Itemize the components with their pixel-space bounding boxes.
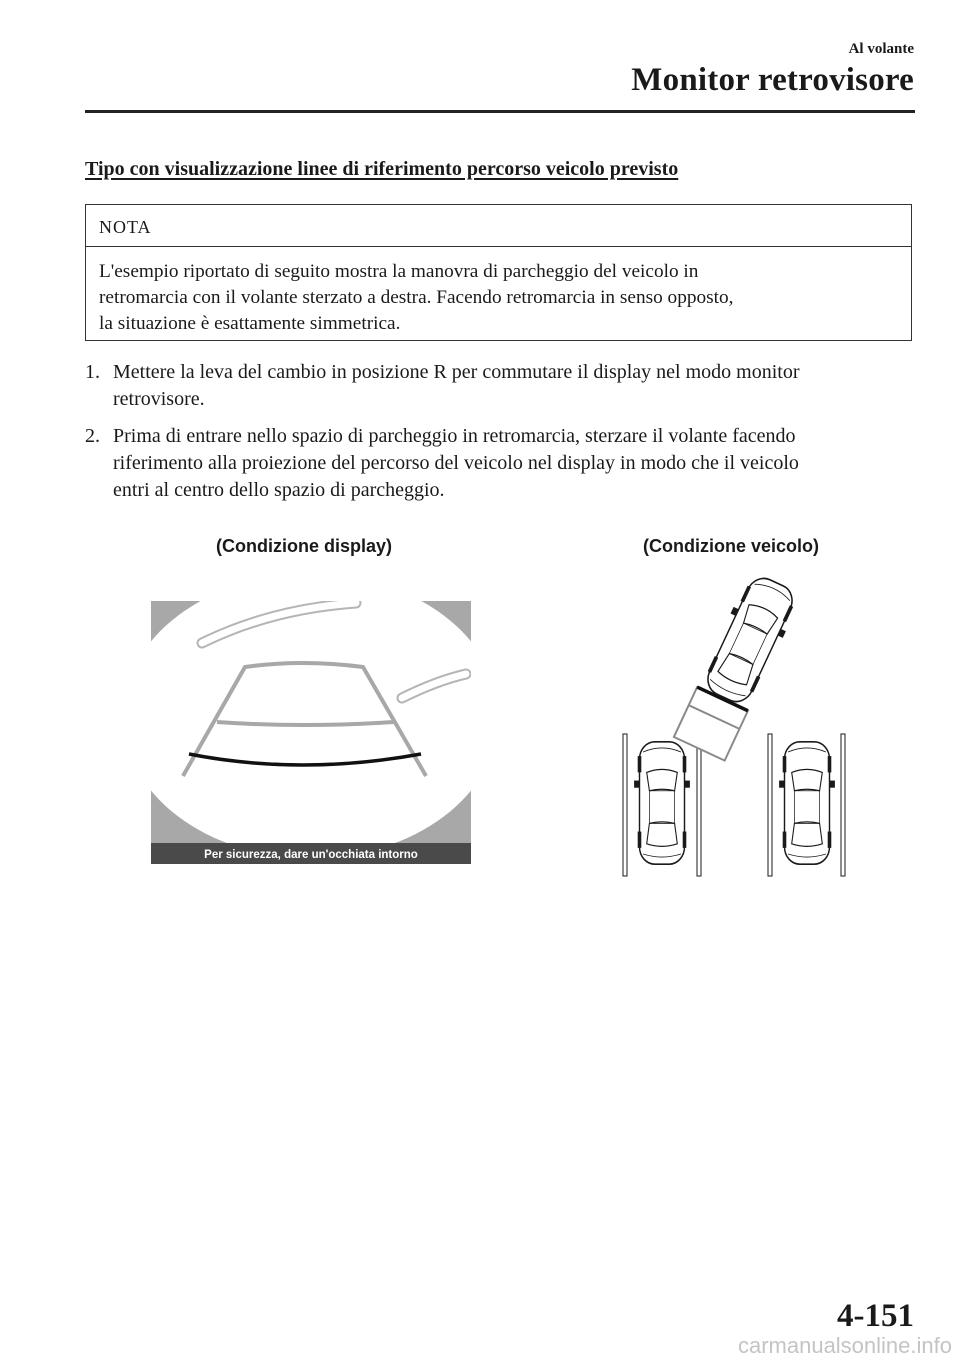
note-box bbox=[85, 204, 912, 341]
parking-line bbox=[697, 734, 701, 876]
note-line: L'esempio riportato di seguito mostra la manovra di parcheggio del veicolo in bbox=[99, 261, 699, 282]
note-line: retromarcia con il volante sterzato a destra. Facendo retromarcia in senso opposto, bbox=[99, 287, 734, 308]
note-line: la situazione è esattamente simmetrica. bbox=[99, 313, 401, 334]
section-subtitle: Tipo con visualizzazione linee di riferimento percorso veicolo previsto bbox=[85, 158, 679, 180]
steps-list bbox=[85, 359, 915, 514]
note-body bbox=[86, 247, 911, 337]
step-number: 1. bbox=[85, 361, 100, 383]
parking-line bbox=[841, 734, 845, 876]
step-line: riferimento alla proiezione del percorso del veicolo nel display in modo che il veicolo bbox=[113, 452, 799, 474]
step-item bbox=[85, 359, 915, 413]
parked-car-right bbox=[779, 742, 835, 864]
rear-monitor-display-illustration bbox=[151, 601, 471, 864]
parking-line bbox=[768, 734, 772, 876]
display-caption: Per sicurezza, dare un'occhiata intorno bbox=[204, 849, 418, 861]
note-heading: NOTA bbox=[86, 205, 911, 247]
page-number: 4-151 bbox=[837, 1298, 914, 1334]
step-line: entri al centro dello spazio di parcheggio. bbox=[113, 479, 445, 501]
vehicle-condition-label: (Condizione veicolo) bbox=[643, 536, 820, 556]
parked-car-left bbox=[634, 742, 690, 864]
watermark: carmanualsonline.info bbox=[737, 1333, 952, 1358]
step-number: 2. bbox=[85, 425, 100, 447]
display-condition-label: (Condizione display) bbox=[216, 536, 393, 556]
page-title: Monitor retrovisore bbox=[631, 62, 914, 98]
vehicle-condition-illustration bbox=[605, 560, 865, 880]
header-rule bbox=[85, 110, 915, 113]
header-section: Al volante bbox=[848, 41, 914, 57]
step-line: Mettere la leva del cambio in posizione R per commutare il display nel modo monitor bbox=[113, 361, 800, 383]
reversing-car bbox=[697, 571, 803, 710]
step-line: Prima di entrare nello spazio di parcheggio in retromarcia, sterzare il volante facendo bbox=[113, 425, 796, 447]
parking-line bbox=[623, 734, 627, 876]
step-item bbox=[85, 423, 915, 504]
step-line: retrovisore. bbox=[113, 388, 205, 410]
